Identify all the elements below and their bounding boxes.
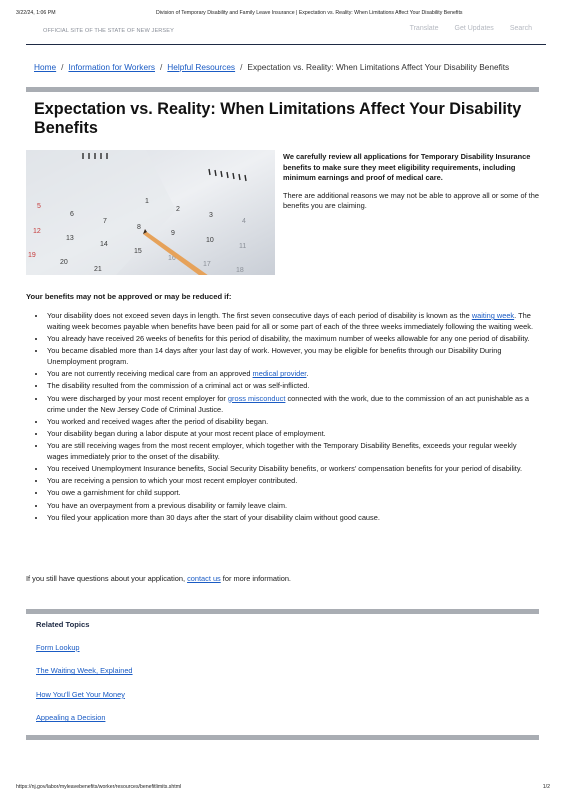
- related-link-appealing[interactable]: Appealing a Decision: [36, 713, 106, 723]
- list-item-text: Your disability does not exceed seven days in length. The first seven consecutive days of each period of disability is known as the: [47, 311, 472, 320]
- list-item: • The disability resulted from the commission of a criminal act or was self-inflicted.: [46, 381, 538, 392]
- calendar-day: 13: [66, 235, 74, 242]
- calendar-day: 21: [94, 266, 102, 273]
- calendar-day: 15: [134, 248, 142, 255]
- related-topics: [36, 620, 133, 737]
- list-item: • You owe a garnishment for child support.: [46, 488, 538, 499]
- related-topics-heading: Related Topics: [36, 620, 90, 629]
- intro-lead: We carefully review all applications for Temporary Disability Insurance benefits to make sure they meet eligibility requirements, including minimum earnings and proof of medical care.: [283, 152, 531, 183]
- list-item: • You are receiving a pension to which your most recent employer contributed.: [46, 476, 538, 487]
- calendar-day: 9: [171, 230, 175, 237]
- breadcrumb-current: Expectation vs. Reality: When Limitations Affect Your Disability Benefits: [247, 62, 510, 72]
- waiting-week-link[interactable]: waiting week: [471, 311, 515, 320]
- list-item-text: . The waiting week becomes payable when benefits have been paid for all or some part of each of the three weeks immediately following the waiting week.: [47, 311, 534, 331]
- official-site-label: OFFICIAL SITE OF THE STATE OF NEW JERSEY: [43, 28, 174, 34]
- related-link-form-lookup[interactable]: Form Lookup: [36, 643, 80, 652]
- medical-provider-link[interactable]: medical provider: [252, 369, 307, 379]
- calendar-day: 7: [103, 218, 107, 225]
- search-button[interactable]: Search: [509, 25, 532, 32]
- intro-text: There are additional reasons we may not be able to approve all or some of the benefits you are claiming.: [283, 190, 539, 211]
- related-link-get-your-money[interactable]: How You'll Get Your Money: [36, 689, 125, 699]
- breadcrumb-home[interactable]: Home: [34, 62, 57, 72]
- closing-text: [26, 574, 291, 583]
- list-item: • You filed your application more than 30 days after the start of your disability claim without good cause.: [46, 513, 538, 524]
- section-divider: [26, 609, 539, 614]
- closing-text-end: for more information.: [220, 574, 291, 583]
- section-divider: [26, 735, 539, 740]
- list-item: [46, 369, 538, 380]
- section-divider: [26, 87, 539, 92]
- calendar-day: 19: [28, 252, 36, 259]
- calendar-day: 18: [236, 267, 244, 274]
- print-url: https://nj.gov/labor/myleavebenefits/worker/resources/benefitlimits.shtml: [16, 784, 182, 790]
- list-item-text: connected with the work, due to the commission of an act punishable as a crime under the New Jersey Code of Criminal Justice.: [47, 393, 530, 414]
- related-link-waiting-week[interactable]: The Waiting Week, Explained: [36, 666, 133, 676]
- breadcrumb-separator: /: [61, 62, 64, 72]
- closing-text-start: If you still have questions about your application,: [26, 574, 188, 583]
- calendar-day: 12: [33, 228, 41, 235]
- breadcrumb-separator: /: [240, 62, 243, 72]
- list-item: • Your disability began during a labor dispute at your most recent place of employment.: [46, 429, 538, 440]
- list-item: • You already have received 26 weeks of benefits for this period of disability, the maximum number of weeks allowable for any one period of disability.: [46, 334, 538, 345]
- calendar-day: 11: [239, 243, 247, 250]
- calendar-day: 6: [70, 211, 74, 218]
- breadcrumb-information-for-workers[interactable]: Information for Workers: [68, 62, 155, 72]
- list-item-text: You were discharged by your most recent employer for: [47, 393, 228, 403]
- calendar-day: 5: [37, 203, 41, 210]
- list-item: [46, 394, 538, 416]
- list-item: • You received Unemployment Insurance benefits, Social Security Disability benefits, or workers' compensation benefits for your period of disability.: [46, 464, 538, 475]
- reasons-heading: Your benefits may not be approved or may be reduced if:: [26, 292, 232, 301]
- gross-misconduct-link[interactable]: gross misconduct: [227, 393, 286, 403]
- calendar-day: 10: [206, 237, 214, 244]
- list-item: • You worked and received wages after the period of disability began.: [46, 417, 538, 428]
- reasons-list: [26, 311, 538, 525]
- print-page-title: Division of Temporary Disability and Family Leave Insurance | Expectation vs. Reality: When Limitations Affect Your Disability Benefits: [156, 10, 463, 16]
- print-footer: [16, 784, 550, 790]
- translate-button[interactable]: Translate: [409, 25, 439, 32]
- calendar-day: 20: [60, 259, 68, 266]
- list-item: • You have an overpayment from a previous disability or family leave claim.: [46, 501, 538, 512]
- list-item-text: .: [306, 369, 309, 379]
- breadcrumb-separator: /: [159, 62, 163, 72]
- print-page-number: 1/2: [542, 784, 550, 790]
- print-date: 3/22/24, 1:06 PM: [16, 10, 56, 16]
- banner-tools: [410, 25, 532, 32]
- calendar-illustration: [26, 150, 275, 275]
- calendar-day: 14: [100, 241, 108, 248]
- calendar-day: 4: [242, 218, 246, 225]
- calendar-day: 2: [176, 206, 180, 213]
- calendar-day: 1: [145, 198, 149, 205]
- contact-us-link[interactable]: contact us: [187, 574, 221, 583]
- list-item: • You are still receiving wages from the most recent employer, which together with the Temporary Disability Benefits, exceeds your regular weekly wages immediately prior to the onset of the disability.: [46, 441, 538, 463]
- calendar-photo: [26, 150, 275, 275]
- list-item: • You became disabled more than 14 days after your last day of work. However, you may be eligible for benefits through our Disability During Unemployment program.: [46, 346, 538, 368]
- breadcrumb-helpful-resources[interactable]: Helpful Resources: [167, 62, 236, 72]
- list-item-text: You are not currently receiving medical care from an approved: [47, 369, 253, 379]
- list-item: [46, 311, 538, 333]
- print-header: [16, 10, 552, 16]
- calendar-day: 17: [203, 261, 211, 268]
- page-title: Expectation vs. Reality: When Limitations Affect Your Disability Benefits: [34, 100, 522, 137]
- intro-block: [283, 152, 541, 212]
- breadcrumb: [34, 62, 509, 72]
- calendar-day: 16: [168, 255, 176, 262]
- state-banner: [26, 22, 546, 45]
- calendar-day: 3: [209, 212, 213, 219]
- get-updates-button[interactable]: Get Updates: [454, 25, 494, 32]
- calendar-day: 8: [137, 224, 141, 231]
